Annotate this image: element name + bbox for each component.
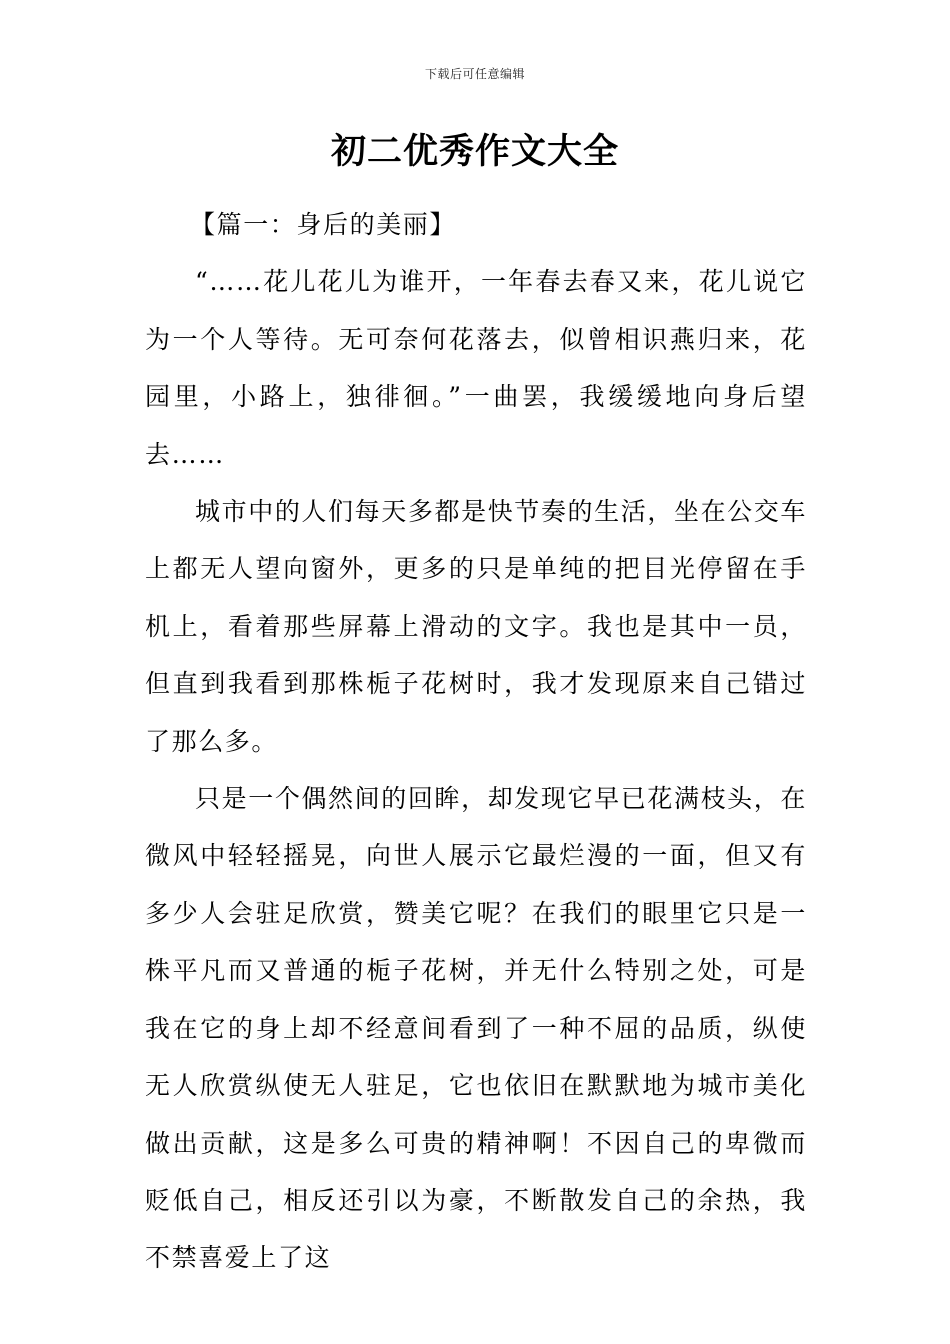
header-note: 下载后可任意编辑 — [424, 67, 525, 81]
section-heading: 【篇一：身后的美丽】 — [190, 210, 457, 239]
document-title: 初二优秀作文大全 — [330, 132, 619, 172]
paragraph-1: “……花儿花儿为谁开，一年春去春又来，花儿说它为一个人等待。无可奈何花落去，似曾相识燕归来，花园里，小路上，独徘徊。”一曲罢，我缓缓地向身后望去…… — [145, 267, 807, 469]
paragraph-3: 只是一个偶然间的回眸，却发现它早已花满枝头，在微风中轻轻摇晃，向世人展示它最烂漫的一面，但又有多少人会驻足欣赏，赞美它呢？在我们的眼里它只是一株平凡而又普通的栀子花树，并无什么特别之处，可是我在它的身上却不经意间看到了一种不屈的品质，纵使无人欣赏纵使无人驻足，它也依旧在默默地为城市美化做出贡献，这是多么可贵的精神啊！不因自己的卑微而贬低自己，相反还引以为豪，不断散发自己的余热，我不禁喜爱上了这 — [145, 784, 807, 1273]
document-body — [145, 196, 807, 1287]
paragraph-2: 城市中的人们每天多都是快节奏的生活，坐在公交车上都无人望向窗外，更多的只是单纯的把目光停留在手机上，看着那些屏幕上滑动的文字。我也是其中一员，但直到我看到那株栀子花树时，我才发现原来自己错过了那么多。 — [145, 497, 807, 756]
